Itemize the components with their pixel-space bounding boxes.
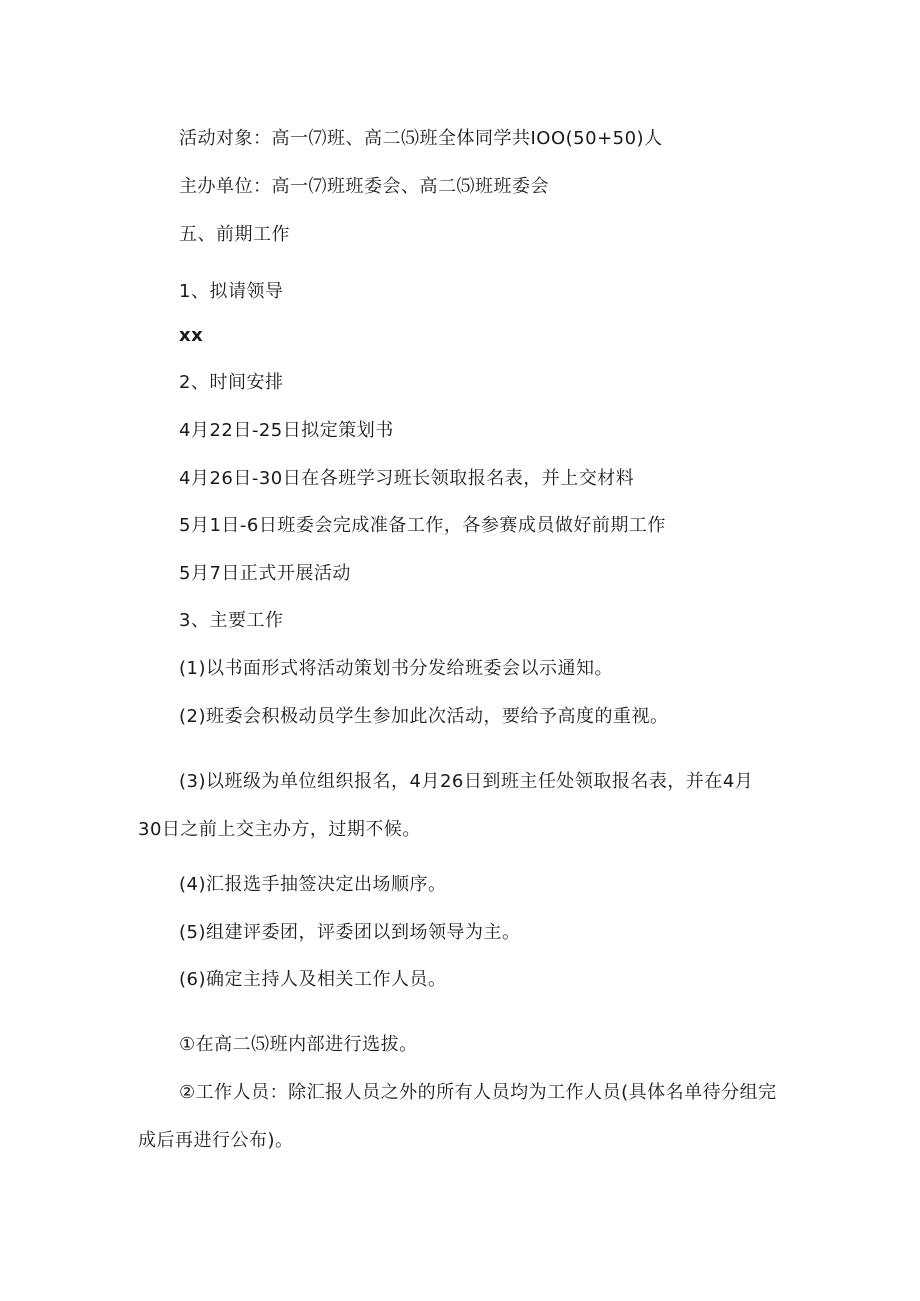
work-item: (3)以班级为单位组织报名，4月26日到班主任处领取报名表，并在4月	[179, 771, 754, 792]
subheading-schedule: 2、时间安排	[179, 372, 284, 393]
text-line-placeholder-xx: xx	[179, 325, 204, 346]
work-item: (5)组建评委团，评委团以到场领导为主。	[179, 922, 521, 943]
sub-work-item-continuation: 成后再进行公布)。	[138, 1130, 294, 1151]
work-item: (6)确定主持人及相关工作人员。	[179, 969, 447, 990]
schedule-item: 5月7日正式开展活动	[179, 563, 351, 584]
work-item: (4)汇报选手抽签决定出场顺序。	[179, 874, 447, 895]
work-item-continuation: 30日之前上交主办方，过期不候。	[138, 819, 421, 840]
schedule-item: 5月1日-6日班委会完成准备工作，各参赛成员做好前期工作	[179, 515, 666, 536]
schedule-item: 4月22日-25日拟定策划书	[179, 420, 394, 441]
text-line-activity-target: 活动对象：高一⑺班、高二⑸班全体同学共IOO(50+50)人	[179, 128, 663, 149]
sub-work-item: ②工作人员：除汇报人员之外的所有人员均为工作人员(具体名单待分组完	[179, 1082, 777, 1103]
subheading-invite-leaders: 1、拟请领导	[179, 281, 284, 302]
section-heading-preliminary-work: 五、前期工作	[179, 224, 290, 245]
work-item: (1)以书面形式将活动策划书分发给班委会以示通知。	[179, 658, 613, 679]
schedule-item: 4月26日-30日在各班学习班长领取报名表，并上交材料	[179, 468, 635, 489]
work-item: (2)班委会积极动员学生参加此次活动，要给予高度的重视。	[179, 706, 669, 727]
sub-work-item: ①在高二⑸班内部进行选拔。	[179, 1034, 418, 1055]
text-line-organizer: 主办单位：高一⑺班班委会、高二⑸班班委会	[179, 176, 549, 197]
subheading-main-work: 3、主要工作	[179, 610, 284, 631]
